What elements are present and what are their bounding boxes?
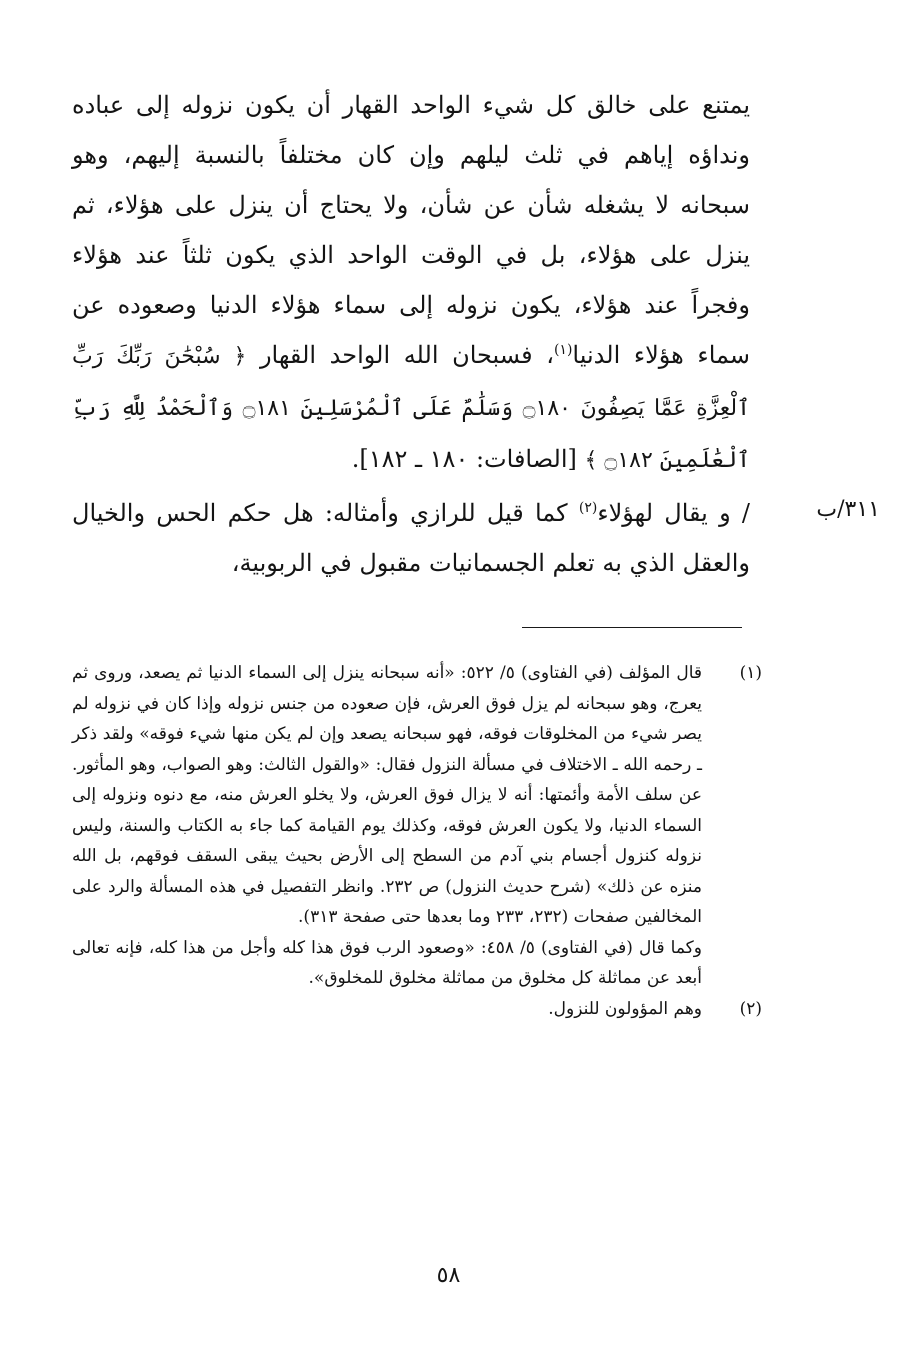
paragraph-1-text — [72, 80, 750, 486]
paragraph-1-text-a: يمتنع على خالق كل شيء الواحد القهار أن يكون نزوله إلى عباده ونداؤه إياهم في ثلث ليلهم وإن كان مختلفاً بالنسبة إليهم، وهو سبحانه لا يشغله شأن عن شأن، ولا يحتاج أن ينزل على هؤلاء، ثم ينزل على هؤلاء، بل في الوقت الواحد الذي يكون ثلثاً عند هؤلاء وفجراً عند هؤلاء، يكون نزوله إلى سماء هؤلاء الدنيا وصعوده عن سماء هؤلاء الدنيا — [72, 91, 751, 369]
footnote-2-text: وهم المؤولون للنزول. — [548, 998, 702, 1019]
footnote-1 — [72, 658, 762, 933]
footnote-2-body — [72, 994, 702, 1025]
footnotes-section — [72, 658, 762, 1024]
main-paragraph-1 — [72, 80, 750, 486]
paragraph-1-text-b: ، فسبحان الله الواحد القهار — [259, 341, 554, 369]
paragraph-2-text-b: كما قيل للرازي وأمثاله: هل حكم الحس والخيال والعقل الذي به تعلم الجسمانيات مقبول في الربوبية، — [72, 499, 750, 577]
main-paragraph-2 — [72, 488, 750, 588]
footnote-1-continuation — [72, 933, 702, 994]
quran-verse: ﴿ سُبْحَٰنَ رَبِّكَ رَبِّ ٱلْعِزَّةِ عَمَّا يَصِفُونَ ۝١٨٠ وَسَلَٰمٌ عَلَى ٱلْمُرْسَلِينَ ۝١٨١ وَٱلْحَمْدُ لِلَّهِ رَبِّ ٱلْعَٰلَمِينَ ۝١٨٢ ﴾ — [72, 344, 750, 473]
footnote-2-number: (٢) — [739, 998, 762, 1019]
footnote-marker-1[interactable]: (١) — [553, 342, 573, 358]
paragraph-2-text — [72, 488, 750, 588]
footnote-divider — [522, 627, 742, 628]
quran-citation: [الصافات: ١٨٠ ـ ١٨٢]. — [351, 445, 577, 473]
footnote-marker-2[interactable]: (٢) — [578, 500, 598, 516]
page-number: ٥٨ — [436, 1263, 461, 1288]
manuscript-folio-reference: ٣١١/ب — [816, 497, 880, 522]
footnote-2 — [72, 994, 762, 1025]
paragraph-2-text-a: / و يقال لهؤلاء — [597, 499, 750, 527]
footnote-1-text: قال المؤلف (في الفتاوى) ٥/ ٥٢٢: «أنه سبحانه ينزل إلى السماء الدنيا ثم يصعد، وروى ثم يعرج، وهو سبحانه لم يزل فوق العرش، فإن صعوده من جنس نزوله وإذا كان في نزوله لم يصر شيء من المخلوقات فوقه، فهو سبحانه يصعد وإن لم يكن منها شيء فوقه» ولقد ذكر ـ رحمه الله ـ الاختلاف في مسألة النزول فقال: «والقول الثالث: وهو الصواب، وهو المأثور. عن سلف الأمة وأئمتها: أنه لا يزال فوق العرش، ولا يخلو العرش منه، مع دنوه ونزوله إلى السماء الدنيا، ولا يكون العرش فوقه، وكذلك يوم القيامة كما جاء به الكتاب والسنة، وليس نزوله كنزول أجسام بني آدم من السطح إلى الأرض بحيث يبقى السقف فوقهم، بل الله منزه عن ذلك» (شرح حديث النزول) ص ٢٣٢. وانظر التفصيل في هذه المسألة والرد على المخالفين صفحات (٢٣٢، ٢٣٣ وما بعدها حتى صفحة ٣١٣). — [72, 663, 703, 927]
footnote-1-body — [72, 658, 702, 933]
footnote-1-number: (١) — [739, 663, 762, 683]
footnote-1-continuation-text: وكما قال (في الفتاوى) ٥/ ٤٥٨: «وصعود الرب فوق هذا كله وأجل من هذا كله، فإنه تعالى أبعد عن مماثلة كل مخلوق من مماثلة مخلوق للمخلوق». — [72, 937, 702, 988]
